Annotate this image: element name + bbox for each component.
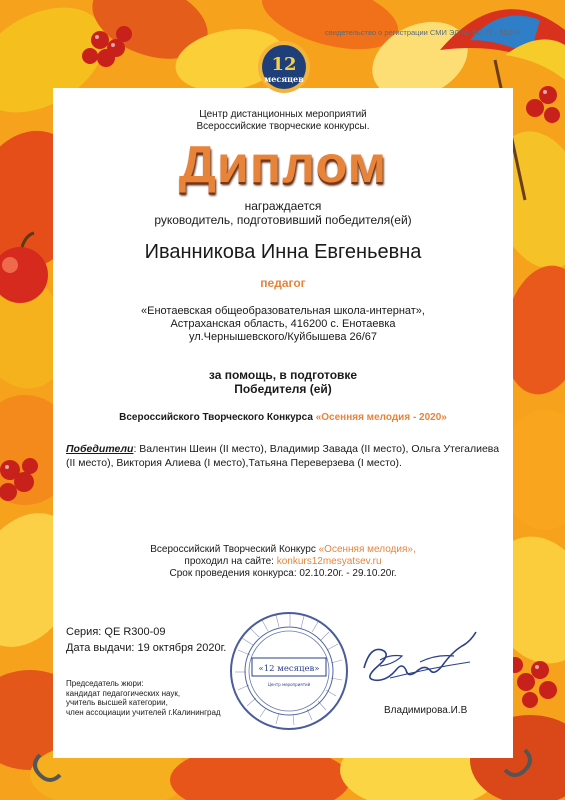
issue-date: Дата выдачи: 19 октября 2020г. — [66, 642, 227, 654]
winners-text: : Валентин Шеин (II место), Владимир Завада (II место), Ольга Утегалиева (II место), Виктория Алиева (I место),Татьяна Переверзева (I место). — [66, 443, 500, 469]
recipient-position: педагог — [260, 276, 306, 290]
stamp-small-text: Центр мероприятий — [267, 682, 311, 687]
series-block — [66, 624, 226, 656]
jury-block — [66, 679, 221, 717]
recipient-name: Иванникова Инна Евгеньевна — [144, 241, 422, 263]
jury-line: Председатель жюри: — [66, 679, 144, 688]
jury-line: учитель высшей категории, — [66, 698, 168, 707]
help-line: за помощь, в подготовке — [208, 368, 358, 382]
site-url[interactable]: konkurs12mesyatsev.ru — [276, 556, 382, 567]
logo-number: 12 — [271, 54, 297, 75]
contest-line — [53, 412, 513, 423]
contest-name: «Осенняя мелодия - 2020» — [315, 412, 447, 423]
organizer-line: Центр дистанционных мероприятий — [199, 109, 367, 120]
site-held: проходил на сайте: — [184, 556, 274, 567]
organizer — [53, 109, 513, 133]
stamp-center-text: «12 месяцев» — [258, 664, 320, 674]
series-number: Серия: QE R300-09 — [66, 626, 166, 638]
contest-prefix: Всероссийского Творческого Конкурса — [119, 412, 313, 423]
awarded-line: руководитель, подготовивший победителя(ей) — [154, 213, 412, 227]
school-line: «Енотаевская общеобразовательная школа-интернат», — [141, 305, 425, 317]
signature — [350, 626, 490, 696]
stamp — [228, 610, 350, 732]
organizer-line: Всероссийские творческие конкурсы. — [196, 121, 370, 132]
registration-note: свидетельство о регистрации СМИ ЭЛ № ФС 77 - 55274 — [325, 28, 521, 37]
winners-label: Победители — [66, 443, 134, 455]
site-line — [53, 544, 513, 556]
help-text — [53, 368, 513, 396]
awarded-text — [53, 199, 513, 227]
chair-name: Владимирова.И.В — [384, 705, 468, 716]
school-line: ул.Чернышевского/Куйбышева 26/67 — [188, 331, 378, 343]
diploma-title: Диплом — [178, 136, 388, 194]
logo-badge — [257, 40, 311, 94]
site-line — [53, 556, 513, 568]
help-line: Победителя (ей) — [234, 382, 332, 396]
site-prefix: Всероссийский Творческий Конкурс — [150, 544, 316, 555]
site-info — [53, 544, 513, 580]
site-dates: Срок проведения конкурса: 02.10.20г. - 29.10.20г. — [169, 568, 397, 579]
site-contest: «Осенняя мелодия», — [318, 544, 416, 555]
school-line: Астраханская область, 416200 с. Енотаевка — [170, 318, 396, 330]
school-info — [53, 305, 513, 344]
logo-word: месяцев — [264, 74, 304, 84]
jury-line: член ассоциации учителей г.Калининград — [66, 707, 221, 717]
awarded-line: награждается — [244, 199, 322, 213]
jury-line: кандидат педагогических наук, — [66, 688, 181, 698]
winners-list — [66, 442, 501, 470]
